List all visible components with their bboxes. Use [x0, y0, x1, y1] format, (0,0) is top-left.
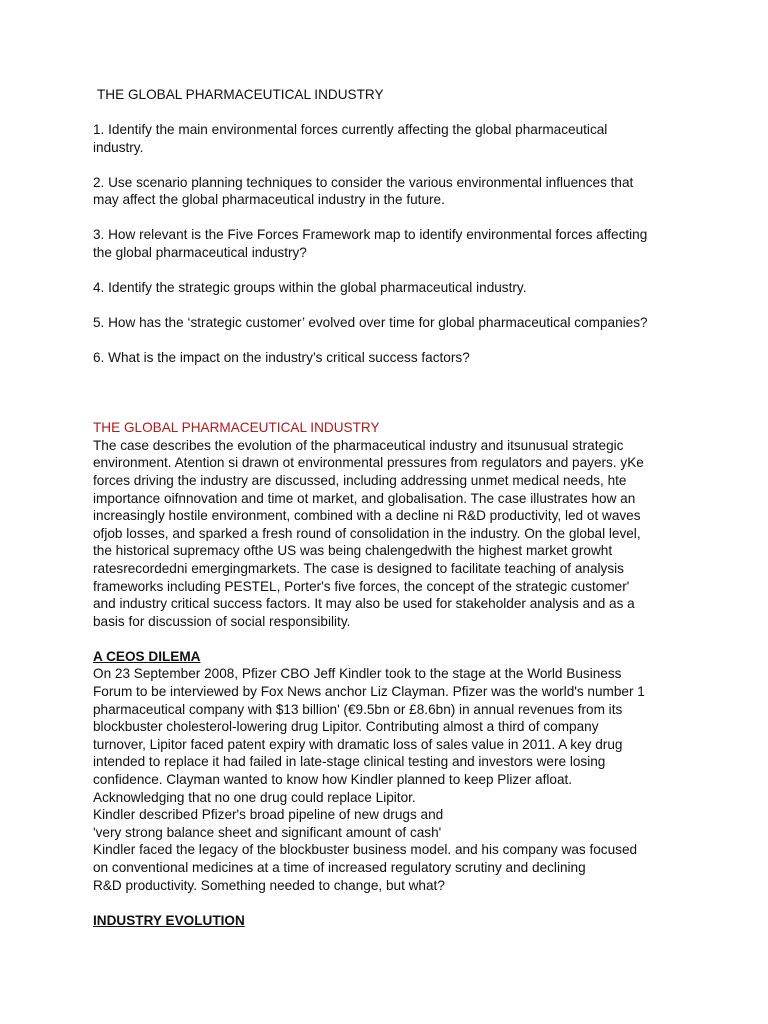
question-5: [93, 314, 683, 332]
document-page: [93, 86, 683, 929]
question-line: 4. Identify the strategic groups within the global pharmaceutical industry.: [93, 279, 527, 295]
case-line: ratesrecordedni emergingmarkets. The case is designed to facilitate teaching of analysis: [93, 561, 624, 577]
section-line: On 23 September 2008, Pfizer CBO Jeff Kindler took to the stage at the World Business: [93, 666, 622, 682]
case-line: frameworks including PESTEL, Porter's five forces, the concept of the strategic customer': [93, 578, 630, 594]
question-line: may affect the global pharmaceutical industry in the future.: [93, 192, 445, 208]
section-heading: A CEOS DILEMA: [93, 648, 201, 664]
section-heading: INDUSTRY EVOLUTION: [93, 912, 245, 928]
section-line: confidence. Clayman wanted to know how Kindler planned to keep Plizer afloat.: [93, 771, 573, 787]
question-line: 1. Identify the main environmental forces currently affecting the global pharmaceutical: [93, 121, 608, 137]
question-line: 3. How relevant is the Five Forces Framework map to identify environmental forces affecting: [93, 227, 648, 243]
case-heading: THE GLOBAL PHARMACEUTICAL INDUSTRY: [93, 420, 380, 436]
case-line: ofjob losses, and sparked a fresh round of consolidation in the industry. On the global level,: [93, 525, 641, 541]
case-line: increasingly hostile environment, combined with a decline ni R&D productivity, led ot waves: [93, 508, 641, 524]
section-line: Forum to be interviewed by Fox News anchor Liz Clayman. Pfizer was the world's number 1: [93, 683, 645, 699]
questions-block: [93, 121, 683, 366]
section-line: R&D productivity. Something needed to change, but what?: [93, 877, 445, 893]
question-4: [93, 279, 683, 297]
section-line: intended to replace it had failed in late-stage clinical testing and investors were losing: [93, 754, 606, 770]
spacer: [93, 366, 683, 419]
case-line: environment. Atention si drawn ot environmental pressures from regulators and payers. yKe: [93, 455, 644, 471]
section-line: blockbuster cholesterol-lowering drug Lipitor. Contributing almost a third of company: [93, 719, 599, 735]
section-line: Acknowledging that no one drug could replace Lipitor.: [93, 789, 416, 805]
question-line: the global pharmaceutical industry?: [93, 244, 307, 260]
document-title: THE GLOBAL PHARMACEUTICAL INDUSTRY: [97, 87, 384, 102]
question-6: [93, 349, 683, 367]
section-line: Kindler faced the legacy of the blockbuster business model. and his company was focused: [93, 842, 638, 858]
case-summary: [93, 419, 683, 630]
case-line: the historical supremacy ofthe US was being chalengedwith the highest market growht: [93, 543, 613, 559]
question-line: industry.: [93, 139, 144, 155]
case-line: The case describes the evolution of the pharmaceutical industry and itsunusual strategic: [93, 437, 624, 453]
question-1: [93, 121, 683, 156]
section-ceo-dilemma: [93, 648, 683, 894]
section-line: on conventional medicines at a time of increased regulatory scrutiny and declining: [93, 859, 586, 875]
section-line: turnover, Lipitor faced patent expiry with dramatic loss of sales value in 2011. A key drug: [93, 736, 623, 752]
case-line: and industry critical success factors. It may also be used for stakeholder analysis and as a: [93, 596, 635, 612]
case-line: forces driving the industry are discussed, including addressing unmet medical needs, hte: [93, 473, 627, 489]
section-industry-evolution: [93, 912, 683, 930]
section-line: 'very strong balance sheet and significant amount of cash': [93, 824, 442, 840]
section-line: pharmaceutical company with $13 billion' (€9.5bn or £8.6bn) in annual revenues from its: [93, 701, 623, 717]
case-line: importance oifnnovation and time ot market, and globalisation. The case illustrates how an: [93, 490, 636, 506]
question-line: 6. What is the impact on the industry’s critical success factors?: [93, 349, 470, 365]
question-line: 2. Use scenario planning techniques to consider the various environmental influences that: [93, 174, 634, 190]
question-3: [93, 226, 683, 261]
question-line: 5. How has the ‘strategic customer’ evolved over time for global pharmaceutical companies?: [93, 314, 648, 330]
question-2: [93, 174, 683, 209]
case-line: basis for discussion of social responsibility.: [93, 613, 351, 629]
section-line: Kindler described Pfizer's broad pipeline of new drugs and: [93, 807, 444, 823]
